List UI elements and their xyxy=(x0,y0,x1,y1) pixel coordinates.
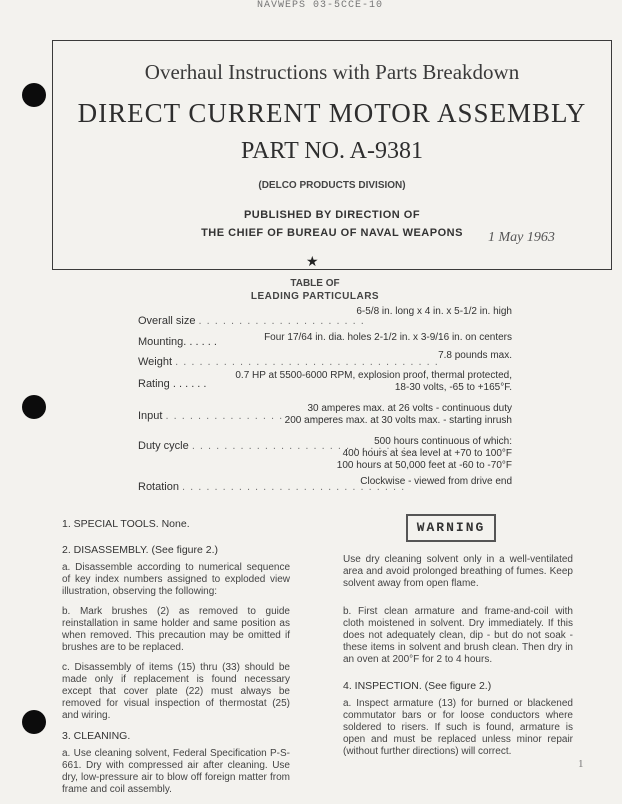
cleaning-step-a: a. Use cleaning solvent, Federal Specification P-S-661. Dry with compressed air after cleaning. Use dry, low-pressure air to blow off foreign matter from frame and coil assembly. xyxy=(62,748,290,795)
disassembly-step-b: b. Mark brushes (2) as removed to guide reinstallation in same holder and same position as when removed. This precaution may be omitted if brushes are to be replaced. xyxy=(62,606,290,653)
title-subtitle: Overhaul Instructions with Parts Breakdown xyxy=(144,60,520,84)
spec-label-input: Input . . . . . . . . . . . . . . . . . . . . . xyxy=(138,410,332,422)
part-number: PART NO. A-9381 xyxy=(241,138,423,164)
spec-value-input: 30 amperes max. at 26 volts - continuous duty 200 amperes max. at 30 volts max. - starting inrush xyxy=(284,403,512,426)
table-heading-2: LEADING PARTICULARS xyxy=(250,291,380,302)
inspection-step-a: a. Inspect armature (13) for burned or blackened commutator bars or for loose conductors where soldered to risers. If such is found, armature is open and must be replaced unless minor repair (without further directions) will correct. xyxy=(343,698,573,757)
spec-label-duty-cycle: Duty cycle . . . . . . . . . . . . . . . . . . . . . . . . . . . xyxy=(138,440,407,452)
disassembly-step-c: c. Disassembly of items (15) thru (33) should be made only if replacement is found necessary except that cover plate (22) must always be removed for visual inspection of thermostat (25) and wiring. xyxy=(62,662,290,721)
section-special-tools: 1. SPECIAL TOOLS. None. xyxy=(62,518,190,530)
section-cleaning: 3. CLEANING. xyxy=(62,730,131,742)
binder-hole-2 xyxy=(22,395,46,419)
publication-date: 1 May 1963 xyxy=(488,230,555,245)
warning-label: WARNING xyxy=(406,514,496,542)
spec-label-rotation: Rotation . . . . . . . . . . . . . . . . . . . . . . . . . . . . xyxy=(138,481,406,493)
table-heading-1: TABLE OF xyxy=(290,278,340,289)
left-column xyxy=(62,518,290,804)
published-line-1: PUBLISHED BY DIRECTION OF xyxy=(243,209,421,221)
division: (DELCO PRODUCTS DIVISION) xyxy=(258,180,406,191)
binder-hole-3 xyxy=(22,710,46,734)
spec-label-mounting: Mounting. . . . . . xyxy=(138,336,217,348)
spec-value-rating: 0.7 HP at 5500-6000 RPM, explosion proof, thermal protected, 18-30 volts, -65 to +165°F. xyxy=(235,370,512,393)
document-id: NAVWEPS 03-5CCE-10 xyxy=(256,0,384,11)
warning-text: Use dry cleaning solvent only in a well-ventilated area and avoid prolonged breathing of fumes. Keep solvent away from open flame. xyxy=(343,554,573,589)
published-line-2: THE CHIEF OF BUREAU OF NAVAL WEAPONS xyxy=(201,227,463,239)
spec-label-overall-size: Overall size . . . . . . . . . . . . . . . . . . . . . xyxy=(138,315,365,327)
title-main: DIRECT CURRENT MOTOR ASSEMBLY xyxy=(77,98,587,128)
spec-value-duty-cycle: 500 hours continuous of which: 400 hours at sea level at +70 to 100°F 100 hours at 50,000 feet at -60 to -70°F xyxy=(336,436,512,471)
spec-value-overall-size: 6-5/8 in. long x 4 in. x 5-1/2 in. high xyxy=(356,306,512,317)
spec-value-weight: 7.8 pounds max. xyxy=(438,350,512,361)
page-number: 1 xyxy=(578,758,584,770)
section-inspection: 4. INSPECTION. (See figure 2.) xyxy=(343,680,492,692)
disassembly-step-a: a. Disassemble according to numerical sequence of key index numbers assigned to exploded view illustration, observing the following: xyxy=(62,562,290,597)
cleaning-step-b: b. First clean armature and frame-and-coil with cloth moistened in solvent. Dry immediately. If this does not adequately clean, dip - but do not soak - these items in solvent and brush clean. Then dry in an oven at 200°F for 2 to 4 hours. xyxy=(343,606,573,665)
spec-value-mounting: Four 17/64 in. dia. holes 2-1/2 in. x 3-9/16 in. on centers xyxy=(264,332,512,343)
spec-value-rotation: Clockwise - viewed from drive end xyxy=(360,476,512,487)
spec-label-rating: Rating . . . . . . xyxy=(138,378,207,390)
star-icon: ★ xyxy=(306,255,319,270)
binder-hole-1 xyxy=(22,83,46,107)
section-disassembly: 2. DISASSEMBLY. (See figure 2.) xyxy=(62,544,219,556)
right-column xyxy=(343,554,573,766)
spec-label-weight: Weight . . . . . . . . . . . . . . . . . . . . . . . . . . . . . . . . . xyxy=(138,356,439,368)
